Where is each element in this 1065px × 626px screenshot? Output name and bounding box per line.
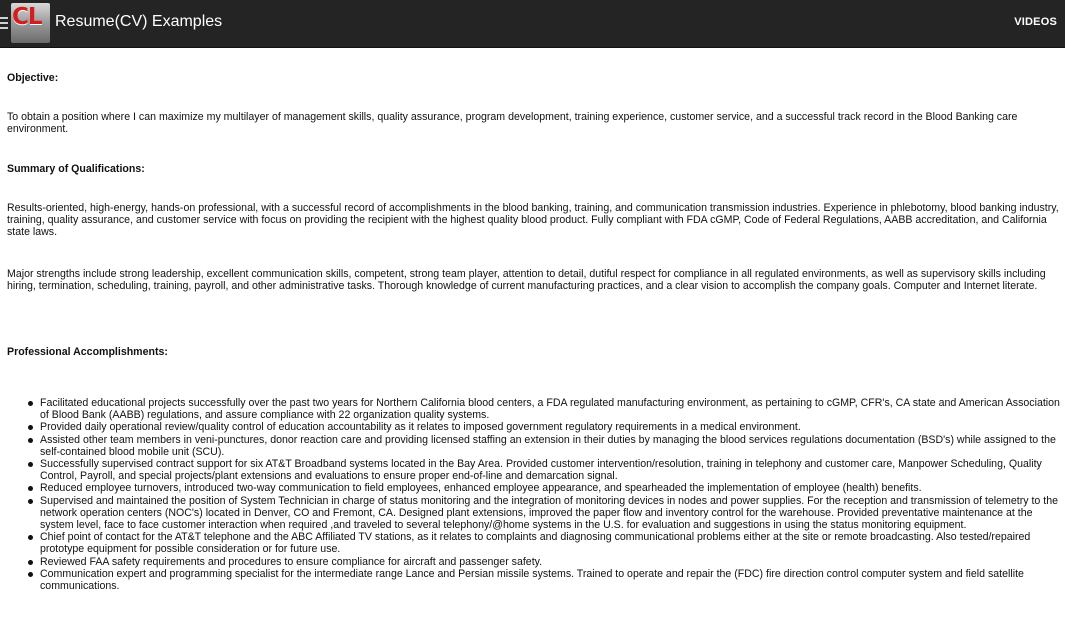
drawer-menu-icon[interactable] (0, 17, 10, 32)
summary-heading: Summary of Qualifications: (7, 163, 145, 175)
logo-text: CL (12, 4, 42, 30)
list-item: Successfully supervised contract support for six AT&T Broadband systems located in the Bay Area. Provided customer intervention/resolution, training in telephony and customer care, Manpower Scheduling, Quality Control, Payroll, and special projects/plant extensions and evaluations to ensure proper end-of-line and demarcation signal. (40, 458, 1060, 482)
list-item: Reviewed FAA safety requirements and procedures to ensure compliance for aircraft and passenger safety. (40, 556, 1060, 568)
app-title: Resume(CV) Examples (55, 13, 223, 30)
accomplishments-list (7, 397, 1060, 592)
list-item: Supervised and maintained the position of System Technician in charge of status monitoring and the integration of monitoring devices in nodes and power supplies. For the reception and transmission of telemetry to the network operation centers (NOC's) located in Denver, CO and Fremont, CA. Designed plant extensions, improved the paper flow and inventory control for the warehouse. Provided preventative maintenance at the system level, face to face customer interaction when required ,and traveled to several telephony/@home systems in the U.S. for evaluation and suggestions in using the status monitoring equipment. (40, 495, 1060, 532)
objective-heading: Objective: (7, 72, 59, 84)
list-item: Provided daily operational review/quality control of education accountability as it relates to imposed government regulatory requirements in a medical environment. (40, 421, 1060, 433)
videos-button[interactable]: VIDEOS (1014, 16, 1057, 28)
accomplishments-heading: Professional Accomplishments: (7, 346, 168, 358)
list-item: Chief point of contact for the AT&T telephone and the ABC Affiliated TV stations, as it relates to complaints and diagnosing communicational problems either at the site or remote broadcasting. Also tested/repaired prototype equipment for possible consideration or for future use. (40, 531, 1060, 555)
summary-paragraph-2: Major strengths include strong leadership, excellent communication skills, competent, strong team player, attention to detail, dutiful respect for compliance in all regulated environments, as well as supervisory skills including hiring, termination, scheduling, training, payroll, and other administrative tasks. Thorough knowledge of current manufacturing practices, and a clear vision to accomplish the company goals. Computer and Internet literate. (7, 268, 1046, 293)
app-logo[interactable] (11, 3, 50, 43)
objective-text: To obtain a position where I can maximize my multilayer of management skills, quality assurance, program development, training experience, customer service, and a successful track record in the Blood Banking care environment. (7, 111, 1018, 136)
list-item: Assisted other team members in veni-punctures, donor reaction care and providing licensed staffing an extension in their duties by managing the blood services regulations documentation (BSD's) while assigned to the self-contained blood mobile unit (SCU). (40, 434, 1060, 458)
list-item: Reduced employee turnovers, introduced two-way communication to field employees, enhanced employee appearance, and spearheaded the implementation of employee (health) benefits. (40, 482, 1060, 494)
summary-paragraph-1: Results-oriented, high-energy, hands-on professional, with a successful record of accomplishments in the blood banking, training, and communication transmission industries. Experience in phlebotomy, blood banking industry, training, quality assurance, and customer service with focus on providing the recipient with the highest quality blood product. Fully compliant with FDA cGMP, Code of Federal Regulations, AABB accreditation, and California state laws. (7, 202, 1059, 239)
list-item: Facilitated educational projects successfully over the past two years for Northern California blood centers, a FDA regulated manufacturing environment, as pertaining to cGMP, CFR's, CA state and American Association of Blood Bank (AABB) regulations, and assure compliance with 22 organization quality systems. (40, 397, 1060, 422)
app-bar (0, 0, 1065, 48)
list-item: Communication expert and programming specialist for the intermediate range Lance and Persian missile systems. Trained to operate and repair the (FDC) fire direction control computer system and field satellite communications. (40, 568, 1060, 592)
